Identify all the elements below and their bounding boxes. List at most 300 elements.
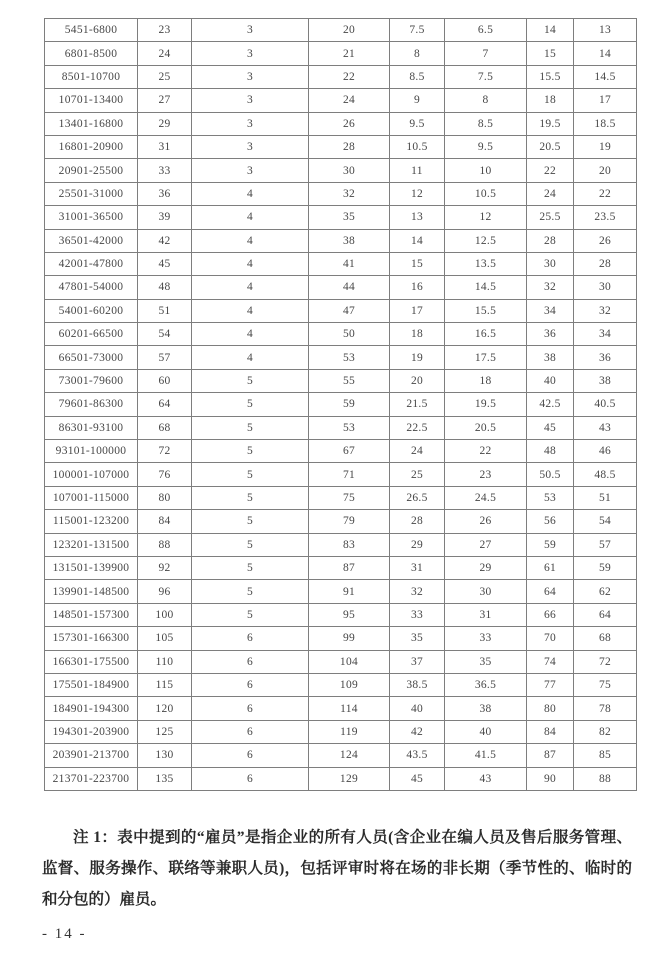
table-cell: 135: [138, 767, 192, 790]
table-cell: 27: [445, 533, 527, 556]
table-cell: 54: [574, 510, 637, 533]
table-cell: 70: [527, 627, 574, 650]
table-cell: 6: [192, 767, 309, 790]
table-cell: 34: [527, 299, 574, 322]
table-cell: 15: [527, 42, 574, 65]
table-cell: 39: [138, 206, 192, 229]
table-cell: 7: [445, 42, 527, 65]
table-cell: 18: [445, 369, 527, 392]
table-cell: 53: [527, 486, 574, 509]
table-cell: 33: [445, 627, 527, 650]
table-cell: 7.5: [445, 65, 527, 88]
table-cell: 44: [309, 276, 390, 299]
table-cell: 87: [527, 744, 574, 767]
table-cell: 71: [309, 463, 390, 486]
table-cell: 32: [309, 182, 390, 205]
table-cell: 79: [309, 510, 390, 533]
table-cell: 42: [138, 229, 192, 252]
table-cell: 3: [192, 19, 309, 42]
page-number: - 14 -: [42, 926, 87, 942]
table-cell: 34: [574, 323, 637, 346]
table-cell: 3: [192, 65, 309, 88]
table-cell: 3: [192, 135, 309, 158]
table-cell: 48: [138, 276, 192, 299]
table-cell: 59: [309, 393, 390, 416]
table-cell: 123201-131500: [45, 533, 138, 556]
table-cell: 120: [138, 697, 192, 720]
table-cell: 157301-166300: [45, 627, 138, 650]
table-cell: 26: [309, 112, 390, 135]
table-cell: 30: [574, 276, 637, 299]
note-paragraph: 注 1：表中提到的“雇员”是指企业的所有人员(含企业在编人员及售后服务管理、监督、服务操作、联络等兼职人员)，包括评审时将在场的非长期（季节性的、临时的和分包的）雇员。: [42, 828, 632, 908]
table-cell: 27: [138, 89, 192, 112]
table-cell: 4: [192, 252, 309, 275]
table-cell: 23: [138, 19, 192, 42]
table-cell: 42.5: [527, 393, 574, 416]
table-cell: 5: [192, 580, 309, 603]
table-cell: 6.5: [445, 19, 527, 42]
table-cell: 105: [138, 627, 192, 650]
table-cell: 25501-31000: [45, 182, 138, 205]
table-cell: 51: [138, 299, 192, 322]
table-cell: 19: [574, 135, 637, 158]
table-cell: 47801-54000: [45, 276, 138, 299]
table-cell: 41.5: [445, 744, 527, 767]
table-cell: 62: [574, 580, 637, 603]
table-cell: 45: [527, 416, 574, 439]
table-cell: 9.5: [445, 135, 527, 158]
table-cell: 6: [192, 627, 309, 650]
table-cell: 96: [138, 580, 192, 603]
table-cell: 60: [138, 369, 192, 392]
table-cell: 57: [138, 346, 192, 369]
table-cell: 100001-107000: [45, 463, 138, 486]
table-cell: 13.5: [445, 252, 527, 275]
table-cell: 148501-157300: [45, 603, 138, 626]
table-cell: 8.5: [445, 112, 527, 135]
table-cell: 23: [445, 463, 527, 486]
table-cell: 5: [192, 556, 309, 579]
table-cell: 4: [192, 206, 309, 229]
table-cell: 213701-223700: [45, 767, 138, 790]
table-cell: 110: [138, 650, 192, 673]
table-cell: 80: [138, 486, 192, 509]
table-cell: 64: [527, 580, 574, 603]
table-cell: 33: [390, 603, 445, 626]
table-cell: 46: [574, 440, 637, 463]
table-cell: 41: [309, 252, 390, 275]
table-cell: 68: [138, 416, 192, 439]
table-cell: 184901-194300: [45, 697, 138, 720]
table-cell: 10.5: [390, 135, 445, 158]
table-cell: 66: [527, 603, 574, 626]
table-cell: 29: [390, 533, 445, 556]
table-cell: 7.5: [390, 19, 445, 42]
table-cell: 17.5: [445, 346, 527, 369]
table-cell: 10: [445, 159, 527, 182]
table-cell: 3: [192, 42, 309, 65]
table-cell: 12: [390, 182, 445, 205]
table-cell: 48: [527, 440, 574, 463]
table-cell: 31: [138, 135, 192, 158]
table-cell: 74: [527, 650, 574, 673]
table-cell: 4: [192, 323, 309, 346]
table-cell: 25: [138, 65, 192, 88]
table-cell: 6: [192, 697, 309, 720]
table-cell: 22: [309, 65, 390, 88]
table-cell: 4: [192, 299, 309, 322]
table-cell: 20.5: [445, 416, 527, 439]
table-cell: 6801-8500: [45, 42, 138, 65]
table-cell: 4: [192, 276, 309, 299]
table-cell: 4: [192, 229, 309, 252]
table-cell: 124: [309, 744, 390, 767]
table-cell: 14.5: [445, 276, 527, 299]
table-cell: 194301-203900: [45, 720, 138, 743]
table-cell: 14.5: [574, 65, 637, 88]
table-cell: 38.5: [390, 673, 445, 696]
table-cell: 77: [527, 673, 574, 696]
table-cell: 3: [192, 112, 309, 135]
table-cell: 28: [309, 135, 390, 158]
table-cell: 26: [445, 510, 527, 533]
table-cell: 5: [192, 533, 309, 556]
table-row: [45, 299, 637, 322]
table-cell: 15: [390, 252, 445, 275]
table-cell: 73001-79600: [45, 369, 138, 392]
table-cell: 8: [445, 89, 527, 112]
table-cell: 61: [527, 556, 574, 579]
table-cell: 16: [390, 276, 445, 299]
table-cell: 129: [309, 767, 390, 790]
table-cell: 33: [138, 159, 192, 182]
table-row: [45, 510, 637, 533]
table-cell: 24: [527, 182, 574, 205]
table-row: [45, 89, 637, 112]
table-cell: 19.5: [445, 393, 527, 416]
table-row: [45, 276, 637, 299]
table-cell: 20: [309, 19, 390, 42]
table-cell: 203901-213700: [45, 744, 138, 767]
table-row: [45, 720, 637, 743]
table-cell: 30: [527, 252, 574, 275]
table-cell: 5: [192, 393, 309, 416]
table-cell: 37: [390, 650, 445, 673]
table-row: [45, 65, 637, 88]
table-cell: 54001-60200: [45, 299, 138, 322]
table-row: [45, 767, 637, 790]
table-cell: 83: [309, 533, 390, 556]
table-cell: 91: [309, 580, 390, 603]
table-cell: 50.5: [527, 463, 574, 486]
table-cell: 6: [192, 673, 309, 696]
table-cell: 38: [445, 697, 527, 720]
table-cell: 84: [527, 720, 574, 743]
table-cell: 13: [390, 206, 445, 229]
table-row: [45, 556, 637, 579]
table-row: [45, 697, 637, 720]
table-cell: 22: [445, 440, 527, 463]
table-cell: 5: [192, 416, 309, 439]
table-cell: 92: [138, 556, 192, 579]
table-row: [45, 603, 637, 626]
table-cell: 20: [390, 369, 445, 392]
table-cell: 5: [192, 369, 309, 392]
table-cell: 22: [574, 182, 637, 205]
table-cell: 31: [390, 556, 445, 579]
table-cell: 6: [192, 744, 309, 767]
table-cell: 36.5: [445, 673, 527, 696]
table-row: [45, 346, 637, 369]
table-row: [45, 744, 637, 767]
table-cell: 3: [192, 159, 309, 182]
table-cell: 29: [445, 556, 527, 579]
table-cell: 14: [527, 19, 574, 42]
table-cell: 125: [138, 720, 192, 743]
table-cell: 40: [527, 369, 574, 392]
table-cell: 119: [309, 720, 390, 743]
table-cell: 82: [574, 720, 637, 743]
table-cell: 3: [192, 89, 309, 112]
table-cell: 25.5: [527, 206, 574, 229]
table-cell: 28: [527, 229, 574, 252]
table-row: [45, 650, 637, 673]
table-cell: 79601-86300: [45, 393, 138, 416]
table-row: [45, 206, 637, 229]
table-cell: 5: [192, 463, 309, 486]
table-cell: 19.5: [527, 112, 574, 135]
table-cell: 55: [309, 369, 390, 392]
table-cell: 100: [138, 603, 192, 626]
table-cell: 26.5: [390, 486, 445, 509]
table-cell: 45: [138, 252, 192, 275]
table-cell: 12: [445, 206, 527, 229]
table-cell: 88: [574, 767, 637, 790]
table-cell: 29: [138, 112, 192, 135]
table-cell: 51: [574, 486, 637, 509]
table-row: [45, 19, 637, 42]
table-cell: 35: [390, 627, 445, 650]
table-cell: 19: [390, 346, 445, 369]
table-cell: 20: [574, 159, 637, 182]
table-row: [45, 323, 637, 346]
table-cell: 28: [390, 510, 445, 533]
table-cell: 31: [445, 603, 527, 626]
table-cell: 36: [574, 346, 637, 369]
table-cell: 30: [309, 159, 390, 182]
table-cell: 14: [574, 42, 637, 65]
table-cell: 40: [390, 697, 445, 720]
table-cell: 88: [138, 533, 192, 556]
table-cell: 64: [574, 603, 637, 626]
table-row: [45, 135, 637, 158]
table-cell: 21: [309, 42, 390, 65]
table-cell: 38: [527, 346, 574, 369]
table-cell: 139901-148500: [45, 580, 138, 603]
table-cell: 15.5: [527, 65, 574, 88]
table-cell: 18: [390, 323, 445, 346]
table-cell: 43.5: [390, 744, 445, 767]
table-cell: 5: [192, 440, 309, 463]
table-row: [45, 440, 637, 463]
table-cell: 76: [138, 463, 192, 486]
table-cell: 14: [390, 229, 445, 252]
table-cell: 9: [390, 89, 445, 112]
table-cell: 10.5: [445, 182, 527, 205]
table-cell: 115: [138, 673, 192, 696]
table-cell: 36: [138, 182, 192, 205]
table-cell: 40.5: [574, 393, 637, 416]
table-row: [45, 182, 637, 205]
table-cell: 57: [574, 533, 637, 556]
table-cell: 17: [574, 89, 637, 112]
table-row: [45, 673, 637, 696]
table-cell: 9.5: [390, 112, 445, 135]
table-cell: 23.5: [574, 206, 637, 229]
table-cell: 48.5: [574, 463, 637, 486]
table-cell: 86301-93100: [45, 416, 138, 439]
table-cell: 21.5: [390, 393, 445, 416]
table-cell: 40: [445, 720, 527, 743]
table-row: [45, 159, 637, 182]
table-cell: 72: [574, 650, 637, 673]
table-row: [45, 229, 637, 252]
table-row: [45, 112, 637, 135]
table-cell: 75: [574, 673, 637, 696]
table-cell: 104: [309, 650, 390, 673]
table-cell: 53: [309, 416, 390, 439]
table-cell: 24: [138, 42, 192, 65]
table-cell: 10701-13400: [45, 89, 138, 112]
table-cell: 87: [309, 556, 390, 579]
table-cell: 13: [574, 19, 637, 42]
table-cell: 24.5: [445, 486, 527, 509]
table-cell: 18.5: [574, 112, 637, 135]
table-cell: 6: [192, 720, 309, 743]
table-cell: 59: [527, 533, 574, 556]
table-cell: 25: [390, 463, 445, 486]
table-cell: 16.5: [445, 323, 527, 346]
table-cell: 42001-47800: [45, 252, 138, 275]
table-cell: 20901-25500: [45, 159, 138, 182]
table-row: [45, 42, 637, 65]
table-cell: 66501-73000: [45, 346, 138, 369]
table-cell: 35: [445, 650, 527, 673]
table-row: [45, 252, 637, 275]
table-cell: 78: [574, 697, 637, 720]
table-row: [45, 533, 637, 556]
table-cell: 17: [390, 299, 445, 322]
table-row: [45, 416, 637, 439]
table-cell: 31001-36500: [45, 206, 138, 229]
table-cell: 12.5: [445, 229, 527, 252]
table-cell: 72: [138, 440, 192, 463]
table-cell: 5: [192, 603, 309, 626]
table-row: [45, 369, 637, 392]
table-cell: 38: [574, 369, 637, 392]
table-cell: 64: [138, 393, 192, 416]
table-cell: 38: [309, 229, 390, 252]
table-cell: 20.5: [527, 135, 574, 158]
table-cell: 22.5: [390, 416, 445, 439]
table-cell: 107001-115000: [45, 486, 138, 509]
table-cell: 47: [309, 299, 390, 322]
table-cell: 130: [138, 744, 192, 767]
table-cell: 32: [527, 276, 574, 299]
table-cell: 11: [390, 159, 445, 182]
table-cell: 84: [138, 510, 192, 533]
table-cell: 75: [309, 486, 390, 509]
table-cell: 5: [192, 510, 309, 533]
table-cell: 4: [192, 182, 309, 205]
table-cell: 114: [309, 697, 390, 720]
table-cell: 5451-6800: [45, 19, 138, 42]
table-cell: 26: [574, 229, 637, 252]
table-cell: 13401-16800: [45, 112, 138, 135]
table-cell: 36501-42000: [45, 229, 138, 252]
table-cell: 18: [527, 89, 574, 112]
table-cell: 36: [527, 323, 574, 346]
table-cell: 59: [574, 556, 637, 579]
table-cell: 22: [527, 159, 574, 182]
table-cell: 8501-10700: [45, 65, 138, 88]
table-cell: 56: [527, 510, 574, 533]
table-cell: 95: [309, 603, 390, 626]
table-cell: 28: [574, 252, 637, 275]
table-row: [45, 463, 637, 486]
employee-range-score-table: [44, 18, 637, 791]
table-cell: 24: [390, 440, 445, 463]
table-cell: 50: [309, 323, 390, 346]
table-body: [45, 19, 637, 791]
table-cell: 30: [445, 580, 527, 603]
table-cell: 54: [138, 323, 192, 346]
table-cell: 16801-20900: [45, 135, 138, 158]
table-cell: 109: [309, 673, 390, 696]
table-cell: 4: [192, 346, 309, 369]
table-cell: 80: [527, 697, 574, 720]
table-row: [45, 486, 637, 509]
table-cell: 166301-175500: [45, 650, 138, 673]
table-cell: 15.5: [445, 299, 527, 322]
table-cell: 6: [192, 650, 309, 673]
table-cell: 90: [527, 767, 574, 790]
table-cell: 42: [390, 720, 445, 743]
table-row: [45, 627, 637, 650]
table-cell: 99: [309, 627, 390, 650]
table-cell: 67: [309, 440, 390, 463]
table-cell: 45: [390, 767, 445, 790]
table-cell: 93101-100000: [45, 440, 138, 463]
table-cell: 68: [574, 627, 637, 650]
table-cell: 35: [309, 206, 390, 229]
table-cell: 85: [574, 744, 637, 767]
table-cell: 60201-66500: [45, 323, 138, 346]
table-row: [45, 393, 637, 416]
table-cell: 32: [390, 580, 445, 603]
table-cell: 32: [574, 299, 637, 322]
table-cell: 24: [309, 89, 390, 112]
table-cell: 5: [192, 486, 309, 509]
table-cell: 8.5: [390, 65, 445, 88]
table-cell: 43: [445, 767, 527, 790]
table-cell: 8: [390, 42, 445, 65]
table-cell: 43: [574, 416, 637, 439]
table-cell: 53: [309, 346, 390, 369]
table-row: [45, 580, 637, 603]
table-cell: 115001-123200: [45, 510, 138, 533]
table-cell: 131501-139900: [45, 556, 138, 579]
